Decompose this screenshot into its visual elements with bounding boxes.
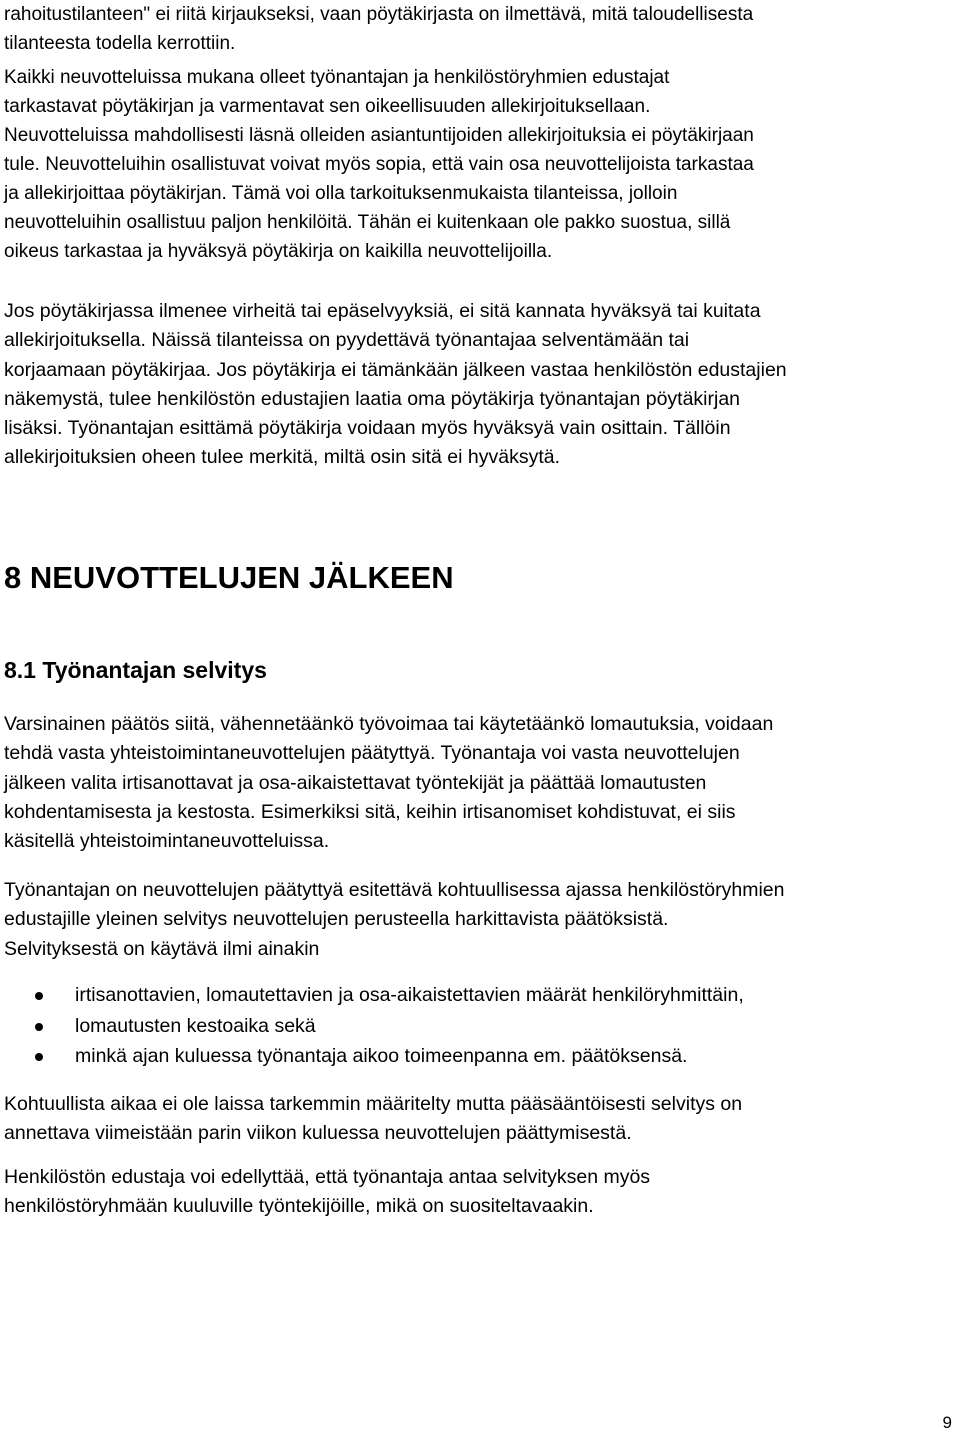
bullet-icon (35, 1023, 43, 1031)
list-item (4, 980, 744, 1011)
paragraph-reasonable-time: Kohtuullista aikaa ei ole laissa tarkemmin määritelty mutta pääsääntöisesti selvitys on annettava viimeistään parin viikon kuluessa neuvottelujen päättymisestä. (4, 1093, 743, 1145)
paragraph-minutes-errors: Jos pöytäkirjassa ilmenee virheitä tai epäselvyyksiä, ei sitä kannata hyväksyä tai kuitata allekirjoituksella. Näissä tilanteissa on pyydettävä työnantajaa selventämään tai korjaamaan pöytäkirjaa. Jos pöytäkirja ei tämänkään jälkeen vastaa henkilöstön edustajien näkemystä, tulee henkilöstön edustajien laatia oma pöytäkirja työnantajan pöytäkirjan lisäksi. Työnantajan esittämä pöytäkirja voidaan myös hyväksyä vain osittain. Tällöin allekirjoituksien oheen tulee merkitä, miltä osin sitä ei hyväksytä. (4, 300, 787, 469)
section-heading: 8 NEUVOTTELUJEN JÄLKEEN (4, 560, 454, 595)
page-number: 9 (942, 1413, 952, 1432)
report-contents-list (4, 980, 744, 1072)
paragraph-staff-group-report: Henkilöstön edustaja voi edellyttää, että työnantaja antaa selvityksen myös henkilöstöryhmään kuuluville työntekijöille, mikä on suositeltavaakin. (4, 1166, 651, 1218)
paragraph-minutes-review: Kaikki neuvotteluissa mukana olleet työnantajan ja henkilöstöryhmien edustajat tarkastavat pöytäkirjan ja varmentavat sen oikeellisuuden allekirjoituksellaan. Neuvotteluissa mahdollisesti läsnä olleiden asiantuntijoiden allekirjoituksia ei pöytäkirjaan tule. Neuvotteluihin osallistuvat voivat myös sopia, että vain osa neuvottelijoista tarkastaa ja allekirjoittaa pöytäkirjan. Tämä voi olla tarkoituksenmukaista tilanteissa, jolloin neuvotteluihin osallistuu paljon henkilöitä. Tähän ei kuitenkaan ole pakko suostua, sillä oikeus tarkastaa ja hyväksyä pöytäkirja on kaikilla neuvottelijoilla. (4, 67, 754, 262)
list-item-text: minkä ajan kuluessa työnantaja aikoo toimeenpanna em. päätöksensä. (75, 1045, 688, 1067)
list-item (4, 1011, 744, 1042)
subsection-heading: 8.1 Työnantajan selvitys (4, 657, 267, 683)
paragraph-final-decision: Varsinainen päätös siitä, vähennetäänkö työvoimaa tai käytetäänkö lomautuksia, voidaan tehdä vasta yhteistoimintaneuvottelujen päätyttyä. Työnantaja voi vasta neuvottelujen jälkeen valita irtisanottavat ja osa-aikaistettavat työntekijät ja päättää lomautusten kohdentamisesta ja kestosta. Esimerkiksi sitä, keihin irtisanomiset kohdistuvat, ei siis käsitellä yhteistoimintaneuvotteluissa. (4, 713, 774, 853)
paragraph-minutes-financial: rahoitustilanteen" ei riitä kirjaukseksi, vaan pöytäkirjasta on ilmettävä, mitä taloudellisesta tilanteesta todella kerrottiin. (4, 4, 754, 54)
paragraph-employer-report: Työnantajan on neuvottelujen päätyttyä esitettävä kohtuullisessa ajassa henkilöstöryhmien edustajille yleinen selvitys neuvottelujen perusteella harkittavista päätöksistä. Selvityksestä on käytävä ilmi ainakin (4, 879, 785, 960)
list-item-text: lomautusten kestoaika sekä (75, 1014, 316, 1037)
list-item-text: irtisanottavien, lomautettavien ja osa-aikaistettavien määrät henkilöryhmittäin, (75, 984, 744, 1006)
list-item (4, 1041, 744, 1072)
bullet-icon (35, 992, 43, 1000)
bullet-icon (35, 1053, 43, 1061)
